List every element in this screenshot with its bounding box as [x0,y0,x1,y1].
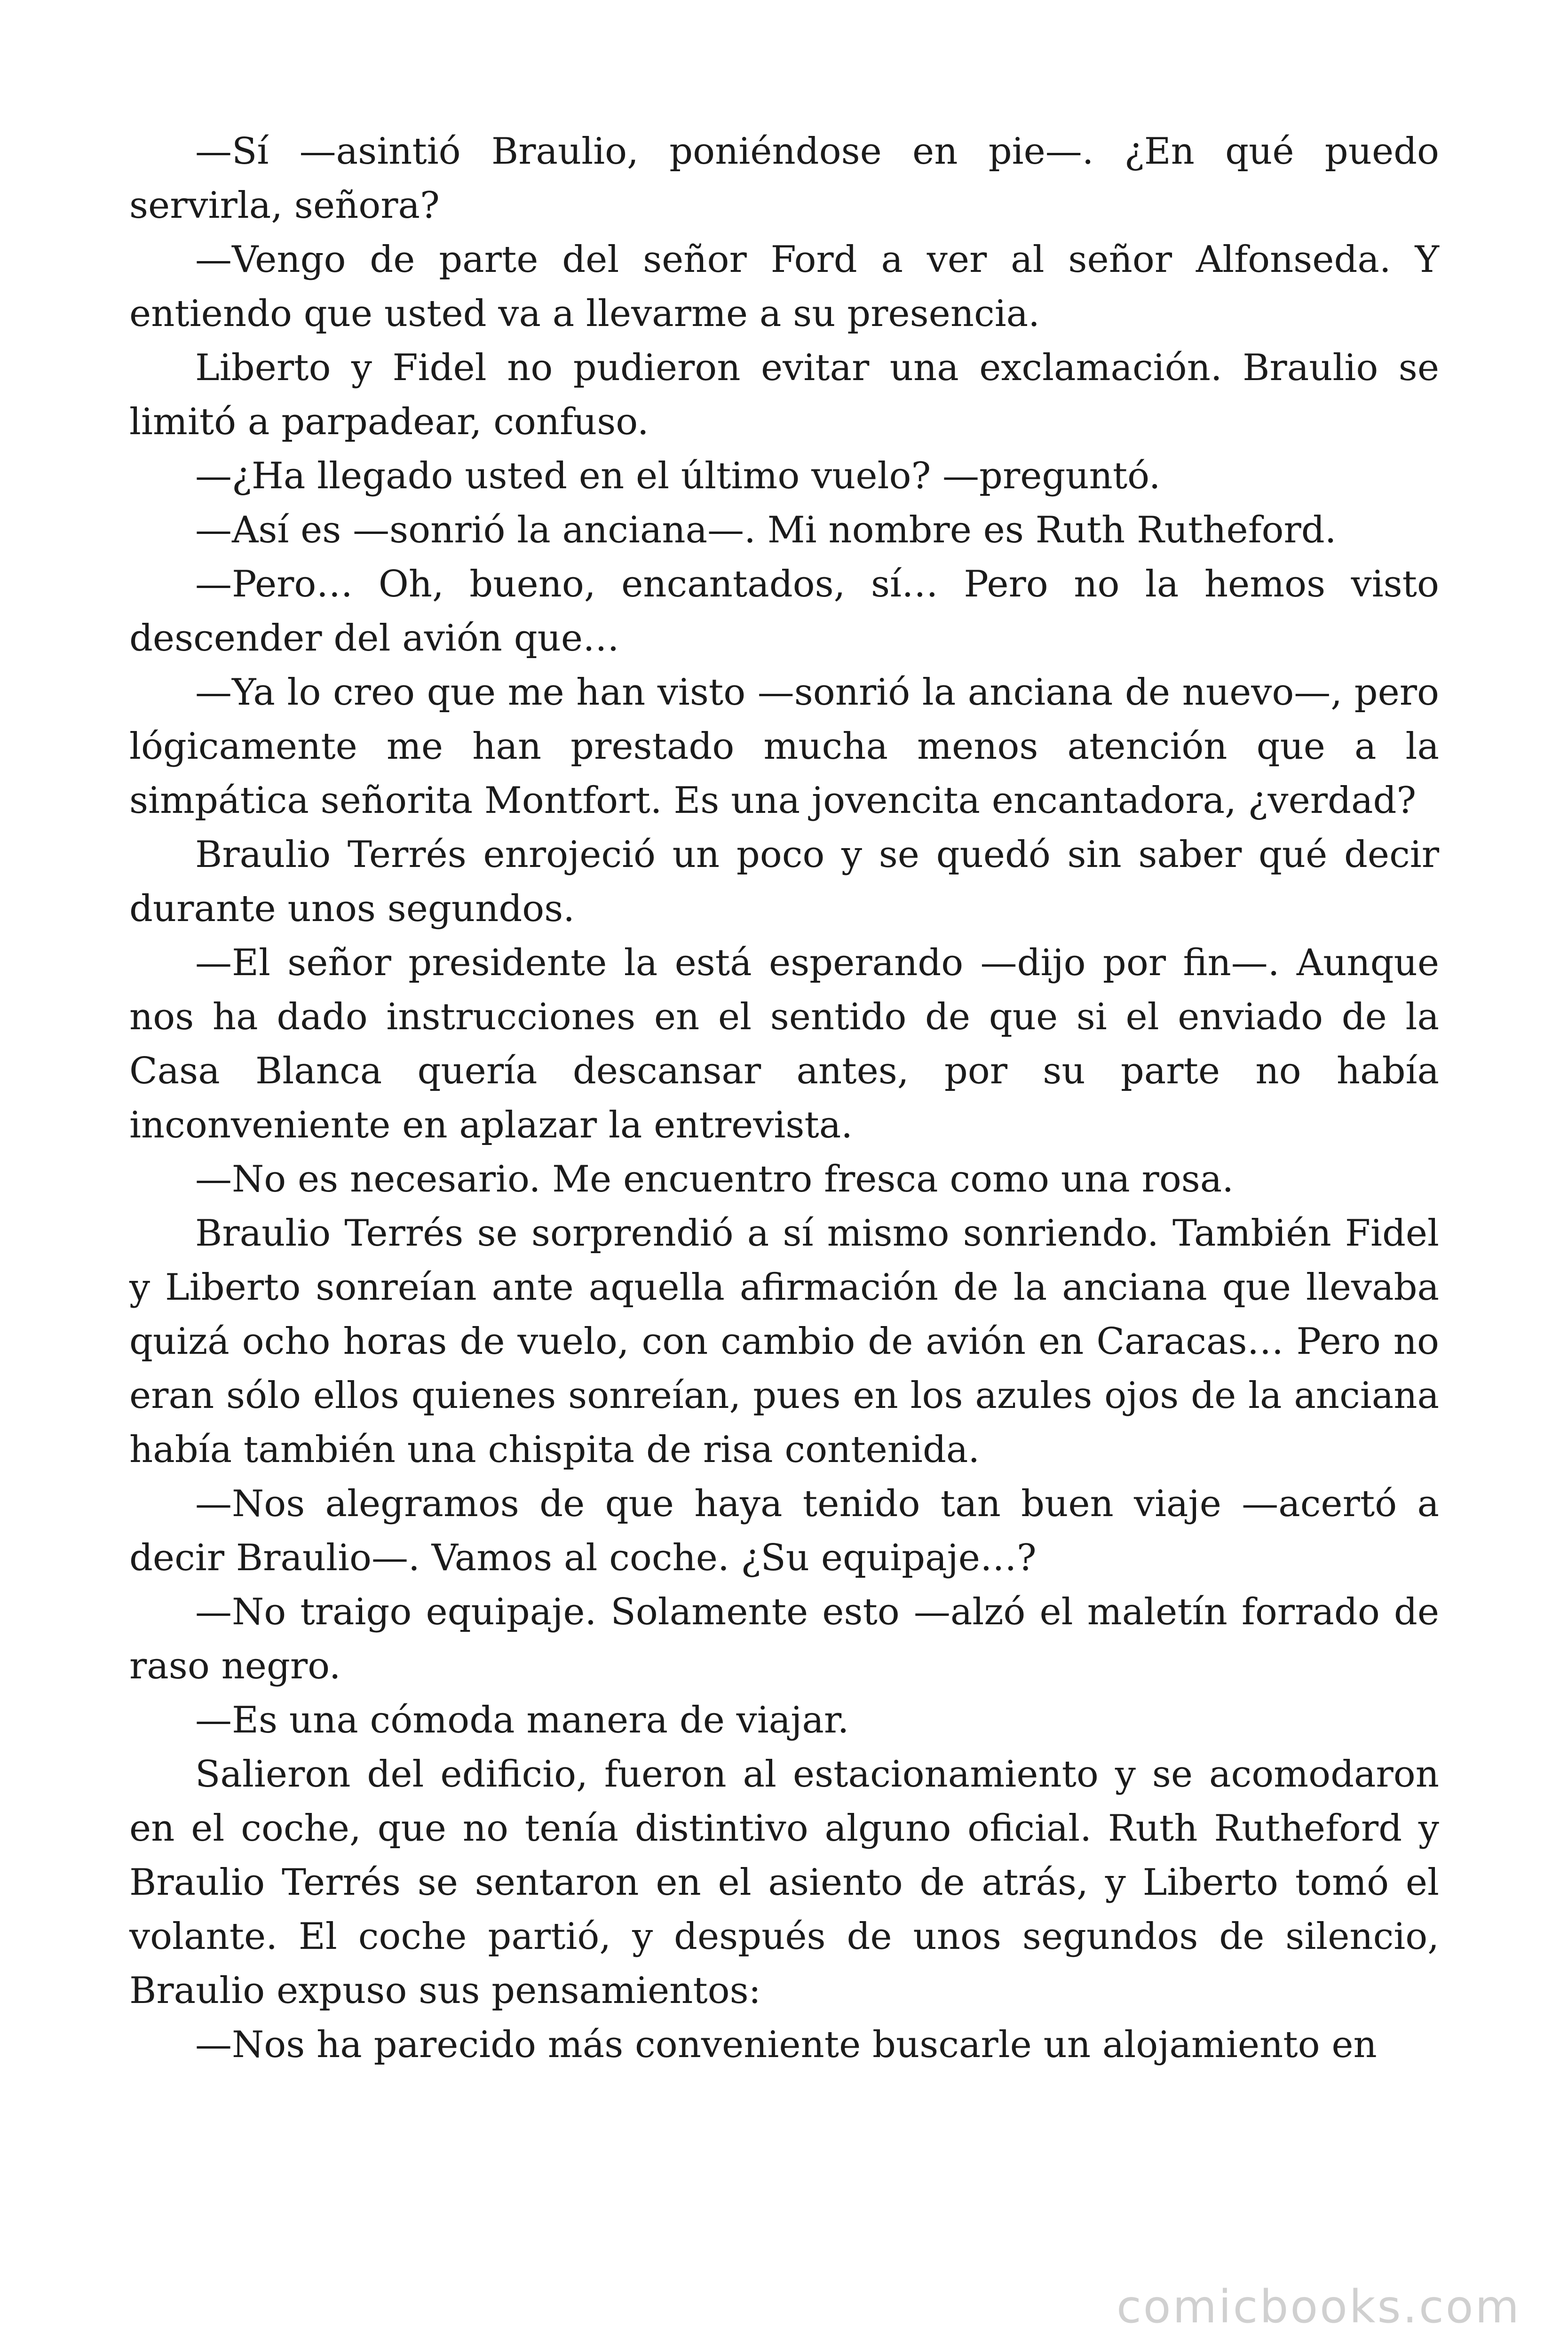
paragraph: —No traigo equipaje. Solamente esto —alzó el maletín forrado de raso negro. [129,1591,1439,1687]
paragraph: —Nos alegramos de que haya tenido tan buen viaje —acertó a decir Braulio—. Vamos al coche. ¿Su equipaje…? [129,1483,1439,1579]
paragraph: —Nos ha parecido más conveniente buscarle un alojamiento en [195,2024,1377,2066]
paragraph: —¿Ha llegado usted en el último vuelo? —preguntó. [195,455,1161,497]
paragraph: Liberto y Fidel no pudieron evitar una exclamación. Braulio se limitó a parpadear, confuso. [129,347,1439,443]
paragraph: —Así es —sonrió la anciana—. Mi nombre es Ruth Rutheford. [195,509,1337,551]
paragraph: —Pero… Oh, bueno, encantados, sí… Pero no la hemos visto descender del avión que… [129,563,1439,660]
paragraph: Braulio Terrés enrojeció un poco y se quedó sin saber qué decir durante unos segundos. [129,834,1439,930]
paragraph: —Es una cómoda manera de viajar. [195,1699,849,1741]
paragraph: —No es necesario. Me encuentro fresca como una rosa. [195,1158,1234,1200]
paragraph: —El señor presidente la está esperando —dijo por fin—. Aunque nos ha dado instrucciones en el sentido de que si el enviado de la Casa Blanca quería descansar antes, por su parte no había inconveniente en aplazar la entrevista. [129,942,1439,1146]
page-body [129,125,1439,2072]
paragraph: —Ya lo creo que me han visto —sonrió la anciana de nuevo—, pero lógicamente me han prestado mucha menos atención que a la simpática señorita Montfort. Es una jovencita encantadora, ¿verdad? [129,671,1439,822]
paragraph: Braulio Terrés se sorprendió a sí mismo sonriendo. También Fidel y Liberto sonreían ante aquella afirmación de la anciana que llevaba quizá ocho horas de vuelo, con cambio de avión en Caracas… Pero no eran sólo ellos quienes sonreían, pues en los azules ojos de la anciana había también una chispita de risa contenida. [129,1212,1439,1471]
paragraph: Salieron del edificio, fueron al estacionamiento y se acomodaron en el coche, que no tenía distintivo alguno oficial. Ruth Rutheford y Braulio Terrés se sentaron en el asiento de atrás, y Liberto tomó el volante. El coche partió, y después de unos segundos de silencio, Braulio expuso sus pensamientos: [129,1753,1439,2012]
paragraph: —Sí —asintió Braulio, poniéndose en pie—. ¿En qué puedo servirla, señora? [129,130,1439,227]
watermark: comicbooks.com [1116,2280,1521,2333]
paragraph: —Vengo de parte del señor Ford a ver al señor Alfonseda. Y entiendo que usted va a llevarme a su presencia. [129,238,1439,335]
